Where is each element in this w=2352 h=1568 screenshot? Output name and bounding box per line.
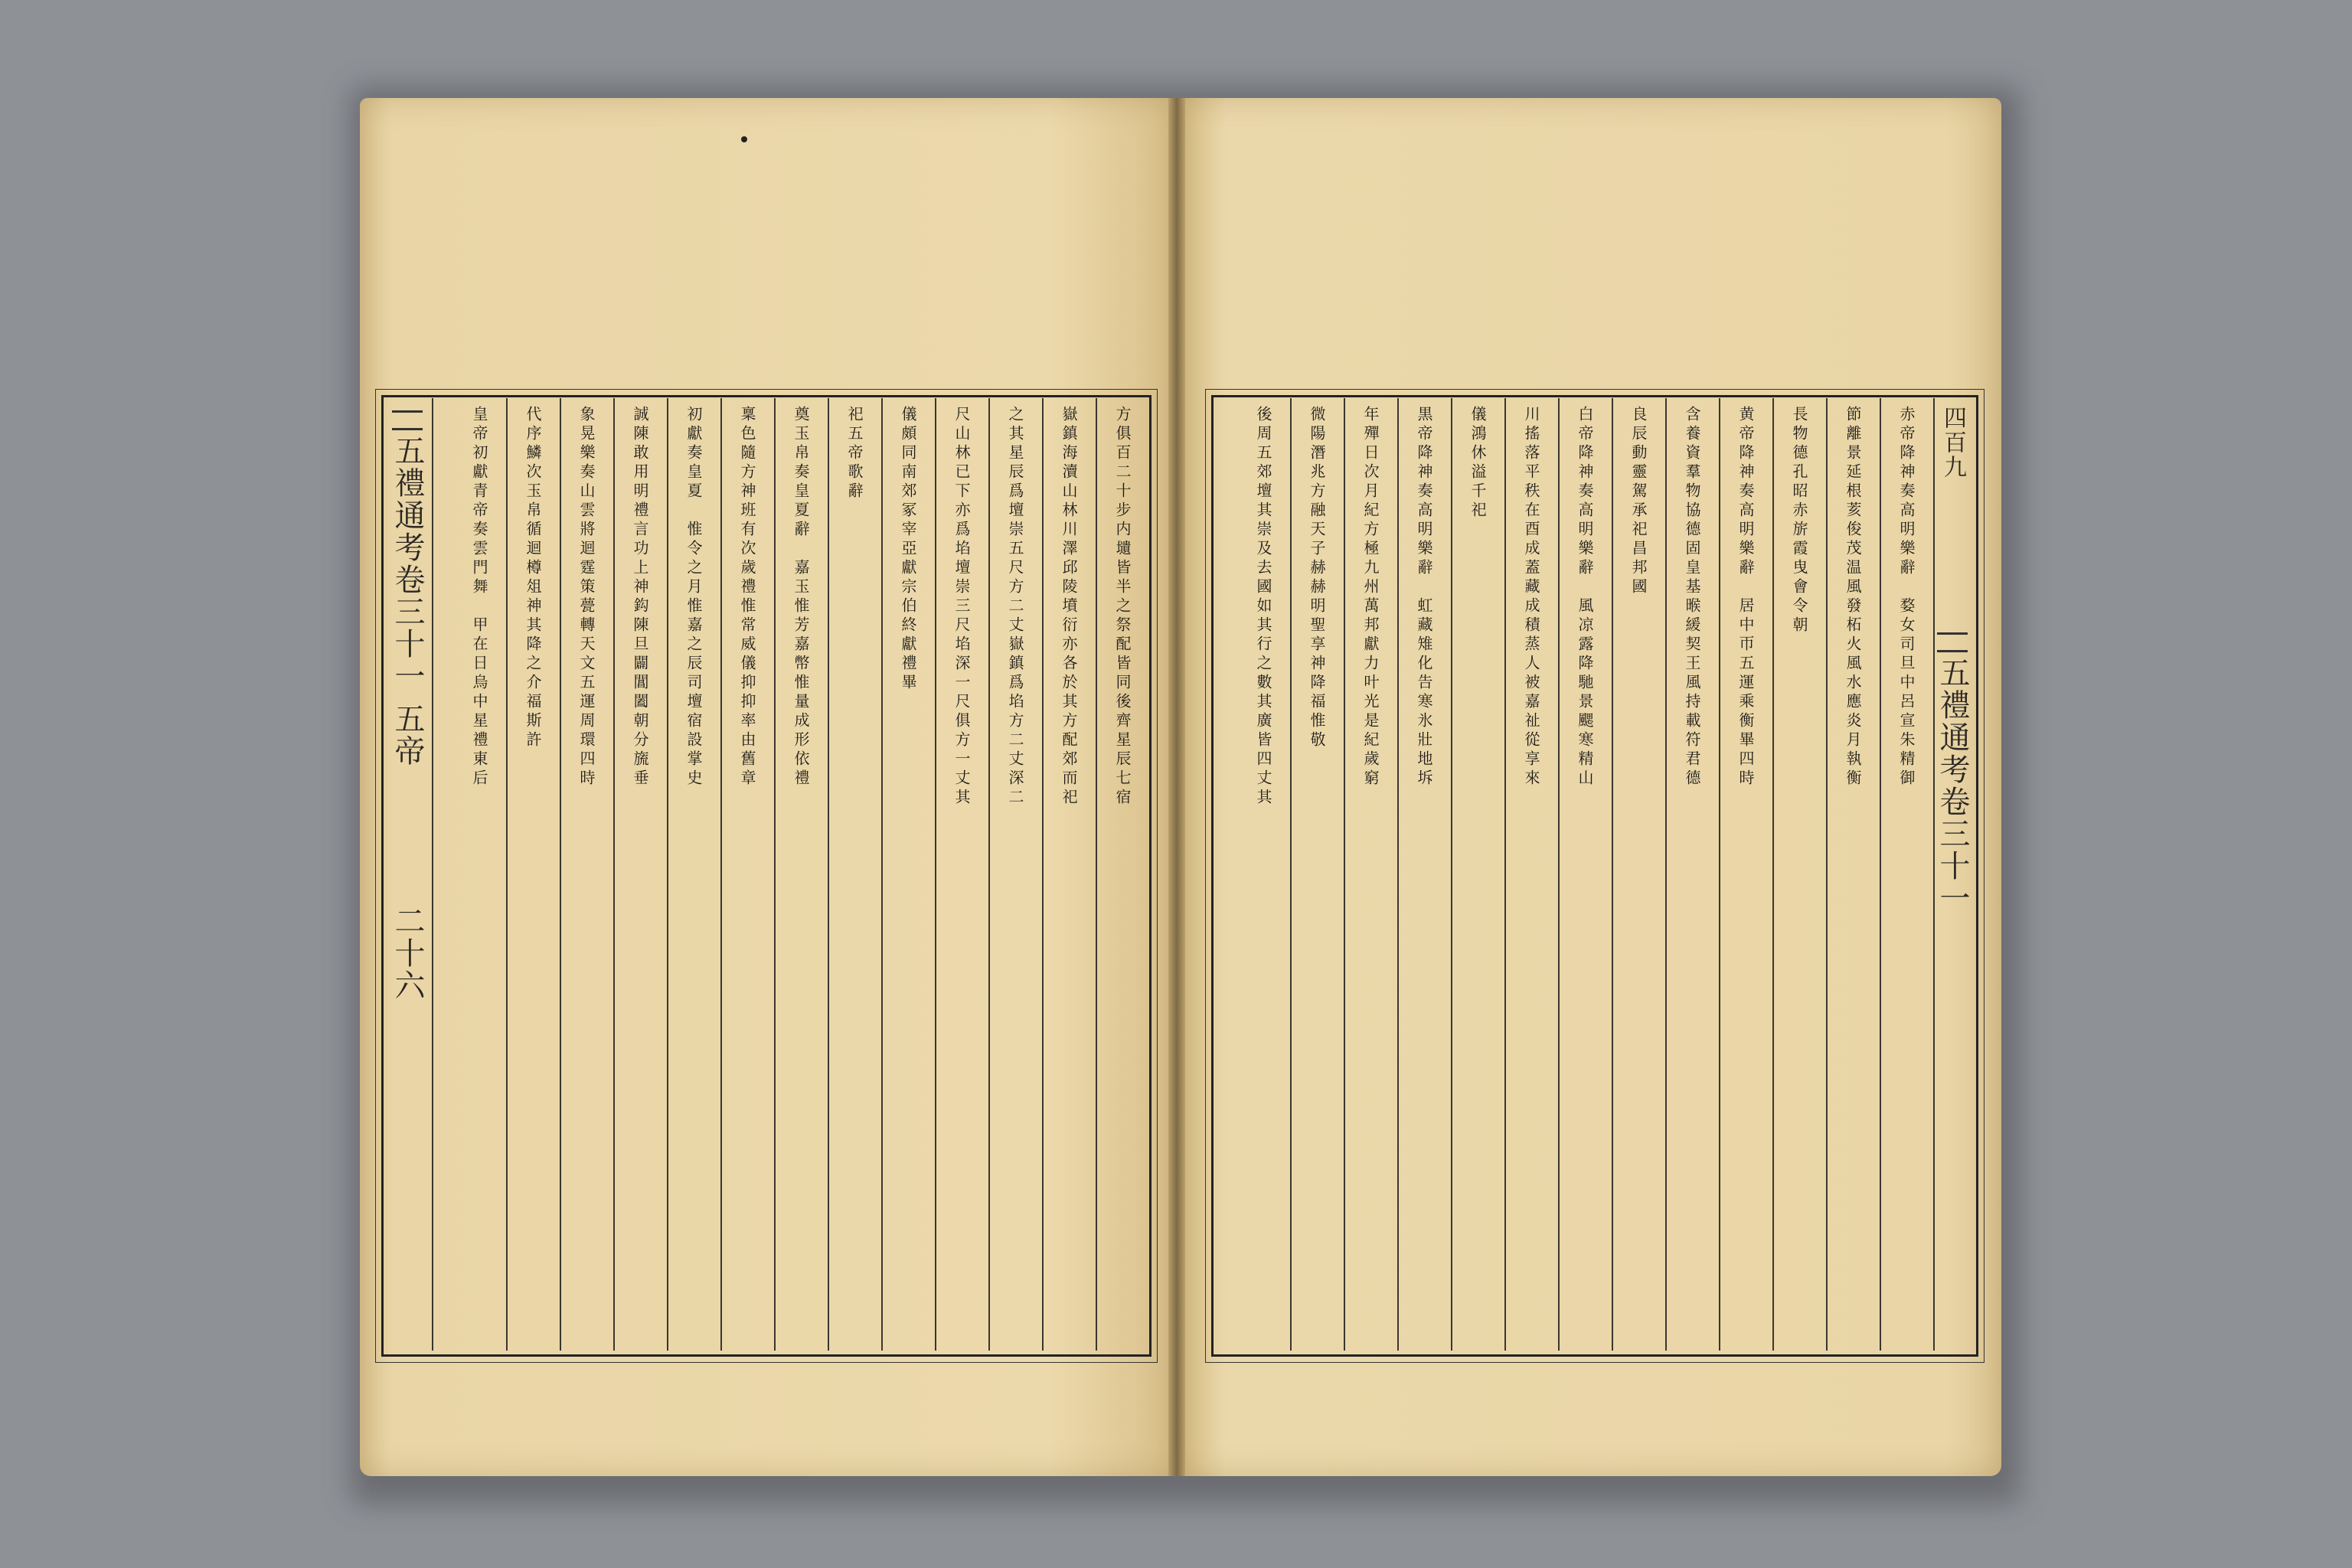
column-rule: [506, 398, 508, 1351]
right-column-10: [1401, 406, 1447, 1340]
column-text: 儀頗同南郊冢宰亞獻宗伯終獻禮畢: [899, 406, 917, 693]
left-column-6: [831, 406, 877, 1340]
column-rule: [1612, 398, 1613, 1351]
column-rule: [1451, 398, 1452, 1351]
right-margin-leaf: 四百九: [1939, 406, 1966, 479]
column-text: 方俱百二十步内壝皆半之祭配皆同後齊星辰七宿: [1113, 406, 1132, 808]
left-column-5: [885, 406, 931, 1340]
column-text: 節離景延根荄俊茂温風發柘火風水應炎月執衡: [1844, 406, 1862, 789]
left-column-2: [1046, 406, 1092, 1340]
column-text: 之其星辰爲壇崇五尺方二丈嶽鎮爲埳方二丈深二: [1006, 406, 1024, 808]
right-column-5: [1669, 406, 1715, 1340]
right-column-13: [1240, 406, 1286, 1340]
left-column-8: [724, 406, 770, 1340]
right-margin-title: 五禮通考卷三十一: [1935, 657, 1970, 914]
column-rule: [881, 398, 883, 1351]
column-rule: [1826, 398, 1828, 1351]
column-rule: [988, 398, 990, 1351]
right-column-4: [1723, 406, 1769, 1340]
column-text: 白帝降神奏高明樂辭 風凉露降馳景颸寒精山: [1576, 406, 1594, 789]
column-text: 黒帝降神奏高明樂辭 虹藏雉化告寒氷壯地坼: [1415, 406, 1433, 789]
column-rule: [613, 398, 615, 1351]
column-rule: [1558, 398, 1560, 1351]
ink-spot: [741, 136, 747, 142]
column-text: 儀鴻休溢千祀: [1468, 406, 1487, 521]
left-column-7: [778, 406, 824, 1340]
column-text: 黄帝降神奏高明樂辭 居中帀五運乘衡畢四時: [1736, 406, 1755, 789]
right-column-12: [1294, 406, 1340, 1340]
left-column-10: [617, 406, 663, 1340]
left-column-3: [992, 406, 1038, 1340]
right-column-9: [1455, 406, 1501, 1340]
column-rule: [1096, 398, 1097, 1351]
fish-tail-mark: [392, 410, 423, 430]
left-margin-leaf: 二十六: [390, 905, 425, 1001]
left-margin-column: [389, 406, 426, 1340]
column-text: 嶽鎮海瀆山林川澤邱陵墳衍亦各於其方配郊而祀: [1060, 406, 1078, 808]
column-rule: [1290, 398, 1292, 1351]
left-margin-section: 五帝: [390, 703, 425, 767]
right-column-11: [1348, 406, 1393, 1340]
column-text: 長物德孔昭赤旂霞曳會令朝: [1790, 406, 1808, 635]
right-margin-column: [1934, 406, 1971, 1340]
column-text: 初獻奏皇夏 惟令之月惟嘉之辰司壇宿設掌史: [684, 406, 703, 789]
column-rule: [828, 398, 829, 1351]
column-rule: [720, 398, 722, 1351]
column-rule: [1344, 398, 1345, 1351]
left-column-9: [671, 406, 717, 1340]
column-text: 稟色隨方神班有次歲禮惟常威儀抑抑率由舊章: [738, 406, 756, 789]
column-rule: [1933, 398, 1935, 1351]
column-rule: [1397, 398, 1399, 1351]
left-column-1: [1099, 406, 1145, 1340]
column-text: 年殫日次月紀方極九州萬邦獻力叶光是紀歲窮: [1361, 406, 1380, 789]
column-text: 祀五帝歌辭: [845, 406, 864, 501]
column-text: 含養資羣物協德固皇基㬋緩契王風持載符君德: [1683, 406, 1701, 789]
right-column-3: [1776, 406, 1822, 1340]
left-margin-title: 五禮通考卷三十一: [390, 435, 425, 692]
column-text: 微陽潛兆方融天子赫赫明聖享神降福惟敬: [1308, 406, 1326, 750]
column-text: 後周五郊壇其崇及去國如其行之數其廣皆四丈其: [1254, 406, 1272, 808]
fish-tail-mark: [1937, 632, 1968, 652]
column-text: 象晃樂奏山雲將迴霆策甍轉天文五運周環四時: [577, 406, 596, 789]
right-column-8: [1508, 406, 1554, 1340]
book-gutter: [1168, 98, 1185, 1476]
column-rule: [560, 398, 561, 1351]
column-text: 赤帝降神奏高明樂辭 婺女司旦中呂宣朱精御: [1897, 406, 1916, 789]
column-text: 誠陳敢用明禮言功上神鈎陳旦闢閶闔朝分旒垂: [631, 406, 649, 789]
right-column-6: [1615, 406, 1661, 1340]
column-rule: [1772, 398, 1774, 1351]
column-text: 皇帝初獻青帝奏雲門舞 甲在日烏中星禮東后: [470, 406, 488, 789]
column-text: 尺山林已下亦爲埳壇崇三尺埳深一尺俱方一丈其: [952, 406, 971, 808]
column-rule: [432, 398, 433, 1351]
right-column-2: [1830, 406, 1876, 1340]
column-rule: [1504, 398, 1506, 1351]
column-rule: [1719, 398, 1720, 1351]
left-column-4: [939, 406, 985, 1340]
column-text: 奠玉帛奏皇夏辭 嘉玉惟芳嘉幣惟量成形依禮: [792, 406, 810, 789]
column-rule: [1665, 398, 1667, 1351]
column-rule: [1042, 398, 1044, 1351]
left-column-11: [564, 406, 609, 1340]
column-text: 川搖落平秩在酉成蓋藏成積蒸人被嘉祉從享來: [1522, 406, 1540, 789]
column-rule: [1880, 398, 1881, 1351]
column-text: 良辰動靈駕承祀昌邦國: [1629, 406, 1648, 597]
left-column-12: [510, 406, 556, 1340]
right-column-1: [1883, 406, 1929, 1340]
right-column-7: [1562, 406, 1608, 1340]
column-rule: [935, 398, 936, 1351]
column-rule: [667, 398, 668, 1351]
left-column-13: [456, 406, 502, 1340]
column-rule: [774, 398, 776, 1351]
column-text: 代序鱗次玉帛循迴樽俎神其降之介福斯許: [524, 406, 542, 750]
